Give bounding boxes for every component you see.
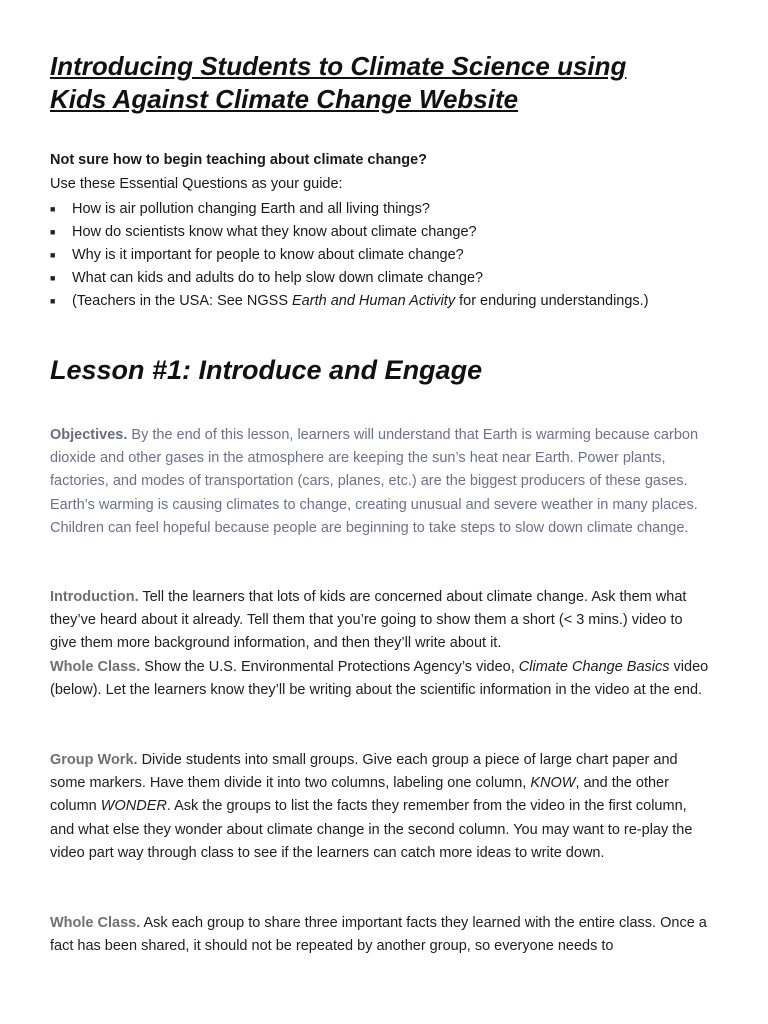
whole-class-label: Whole Class. xyxy=(50,659,141,675)
square-bullet-icon: ■ xyxy=(50,296,56,306)
square-bullet-icon: ■ xyxy=(50,204,56,214)
list-item-ngss: ■ (Teachers in the USA: See NGSS Earth and Human Activity for enduring understandings.) xyxy=(50,293,649,309)
video-title: Climate Change Basics xyxy=(518,659,670,675)
title-line-1: Introducing Students to Climate Science using xyxy=(50,51,627,81)
group-work-label: Group Work. xyxy=(50,752,138,768)
objectives-label: Objectives. xyxy=(50,427,128,443)
know-column-label: KNOW xyxy=(530,775,576,792)
ngss-topic: Earth and Human Activity xyxy=(292,293,456,309)
lesson-heading: Lesson #1: Introduce and Engage xyxy=(50,355,483,385)
list-item: ■ What can kids and adults do to help slow down climate change? xyxy=(50,270,484,286)
square-bullet-icon: ■ xyxy=(50,250,56,260)
square-bullet-icon: ■ xyxy=(50,273,56,283)
essential-questions-list xyxy=(50,199,649,314)
list-item: ■ Why is it important for people to know about climate change? xyxy=(50,247,464,263)
whole-class-paragraph: Whole Class. Show the U.S. Environmental Protections Agency’s video, Climate Change Basics video (below). Let the learners know they’ll be writing about the scientific information in the video at the end. xyxy=(50,659,709,699)
guide-intro: Use these Essential Questions as your guide: xyxy=(50,176,343,192)
title-line-2: Kids Against Climate Change Website xyxy=(50,84,519,114)
whole-class-label: Whole Class. xyxy=(50,915,141,931)
guide-heading: Not sure how to begin teaching about climate change? xyxy=(50,152,428,168)
document-title xyxy=(50,50,740,116)
objectives-paragraph: Objectives. By the end of this lesson, learners will understand that Earth is warming because carbon dioxide and other gases in the atmosphere are keeping the sun’s heat near Earth. Power plants, factories, and modes of transportation (cars, planes, etc.) are the biggest producers of these gases. Earth’s warming is causing climates to change, creating unusual and severe weather in many places. Children can feel hopeful because people are beginning to take steps to slow down climate change. xyxy=(50,427,699,536)
wonder-column-label: WONDER xyxy=(100,798,167,815)
whole-class-sharing-paragraph: Whole Class. Ask each group to share three important facts they learned with the entire class. Once a fact has been shared, it should not be repeated by another group, so everyone needs to xyxy=(50,915,707,955)
square-bullet-icon: ■ xyxy=(50,227,56,237)
introduction-label: Introduction. xyxy=(50,589,139,605)
introduction-paragraph: Introduction. Tell the learners that lots of kids are concerned about climate change. Ask them what they’ve heard about it already. Tell them that you’re going to show them a short (< 3 mins.) video to give them more background information, and then they’ll write about it. xyxy=(50,589,687,652)
list-item: ■ How is air pollution changing Earth and all living things? xyxy=(50,201,430,217)
list-item: ■ How do scientists know what they know about climate change? xyxy=(50,224,477,240)
group-work-paragraph: Group Work. Divide students into small groups. Give each group a piece of large chart paper and some markers. Have them divide it into two columns, labeling one column, KNOW, and the other column WONDER. Ask the groups to list the facts they remember from the video in the first column, and what else they wonder about climate change in the second column. You may want to re-play the video part way through class to see if the learners can catch more ideas to write down. xyxy=(50,752,693,861)
